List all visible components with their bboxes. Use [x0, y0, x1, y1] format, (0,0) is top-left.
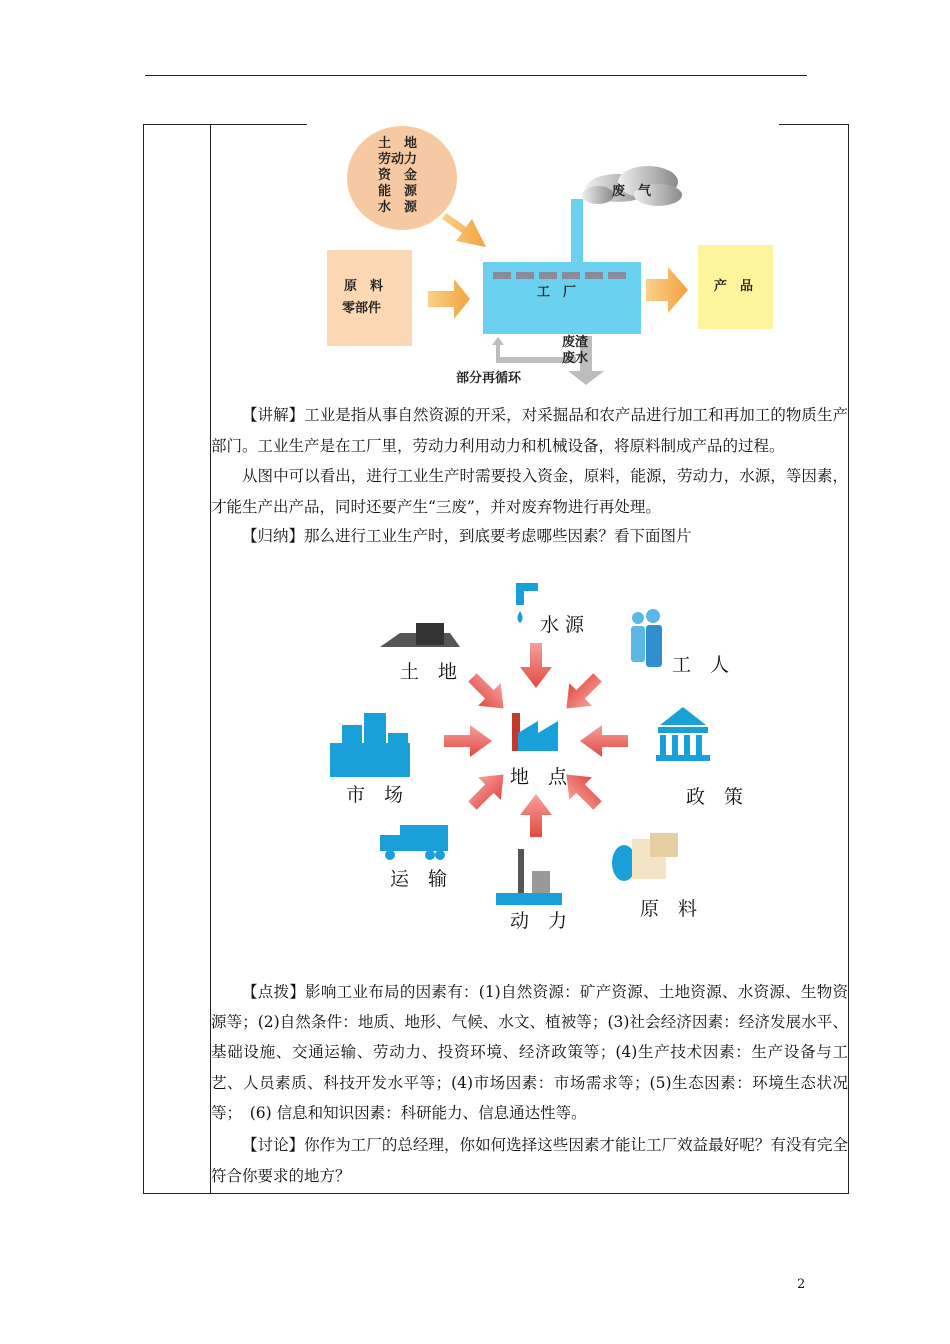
observe-paragraph: 从图中可以看出，进行工业生产时需要投入资金，原料，能源，劳动力，水源，等因素，才能生产出产品，同时还要产生“三废”，并对废弃物进行再处理。 [211, 467, 848, 516]
waste-gas-label: 废 气 [612, 184, 652, 199]
factory-icon [512, 713, 558, 751]
raw-material-label: 原 料 [344, 279, 384, 294]
summary-paragraph: 【归纳】那么进行工业生产时，到底要考虑哪些因素？看下面图片 [242, 527, 692, 545]
factor-material-label: 原 料 [640, 898, 698, 920]
tip-paragraph: 【点拨】影响工业布局的因素有：(1)自然资源：矿产资源、土地资源、水资源、生物资源等；(2)自然条件：地质、地形、气候、水文、植被等；(3)社会经济因素：经济发展水平、基础设施、交通运输、劳动力、投资环境、经济政策等；(4)生产技术因素：生产设备与工艺、人员素质、科技开发水平等；(4)市场因素：市场需求等；(5)生态因素：环境生态状况等； (6) 信息和知识因素：科研能力、信息通达性等。 [211, 983, 848, 1122]
center-label: 地 点 [510, 766, 568, 788]
waste-water-label: 废水 [562, 351, 589, 366]
water-tap-icon [516, 583, 538, 623]
waste-residue-label: 废渣 [562, 335, 589, 350]
land-factory-icon [380, 623, 460, 647]
arrow-from-land [461, 666, 515, 720]
explain-paragraph: 【讲解】工业是指从事自然资源的开采，对采掘品和农产品进行加工和再加工的物质生产部门。工业生产是在工厂里，劳动力利用动力和机械设备，将原料制成产品的过程。 [211, 406, 848, 455]
raw-material-box [327, 250, 412, 346]
arrow-from-market [444, 725, 492, 757]
transport-truck-icon [380, 825, 448, 860]
factor-land-label: 土 地 [400, 661, 458, 683]
factory-label: 工 厂 [537, 285, 577, 300]
arrow-from-policy [580, 725, 628, 757]
discuss-paragraph: 【讨论】你作为工厂的总经理，你如何选择这些因素才能让工厂效益最好呢？有没有完全符合你要求的地方？ [211, 1136, 848, 1185]
factor-policy-label: 政 策 [686, 786, 744, 808]
arrow-from-power [520, 794, 552, 837]
factor-transport-label: 运 输 [390, 868, 448, 890]
product-label: 产 品 [714, 279, 754, 294]
arrow-from-transport [461, 763, 515, 817]
input-labor: 劳动力 [378, 152, 418, 167]
header-rule [145, 75, 807, 76]
inputs-arrow [442, 213, 486, 247]
policy-building-icon [656, 707, 710, 761]
input-land: 土 地 [378, 136, 418, 151]
industry-flow-diagram [318, 125, 788, 390]
factor-workers-label: 工 人 [672, 654, 730, 676]
input-water: 水 源 [378, 200, 418, 215]
arrow-from-water [520, 643, 552, 688]
market-buildings-icon [330, 713, 410, 777]
factor-water-label: 水 源 [540, 614, 585, 636]
recycle-label: 部分再循环 [456, 371, 522, 386]
raw-material-icon [612, 833, 678, 881]
factor-market-label: 市 场 [346, 784, 404, 806]
location-factors-diagram [320, 575, 744, 945]
power-plant-icon [496, 849, 562, 905]
arrow-from-workers [555, 666, 609, 720]
component-label: 零部件 [342, 301, 382, 316]
product-arrow [646, 267, 688, 313]
chimney [571, 199, 583, 263]
factor-power-label: 动 力 [510, 910, 568, 932]
input-capital: 资 金 [378, 168, 418, 183]
page-number: 2 [797, 1277, 806, 1292]
input-energy: 能 源 [378, 184, 418, 199]
workers-icon [631, 609, 662, 667]
raw-arrow [428, 279, 470, 319]
